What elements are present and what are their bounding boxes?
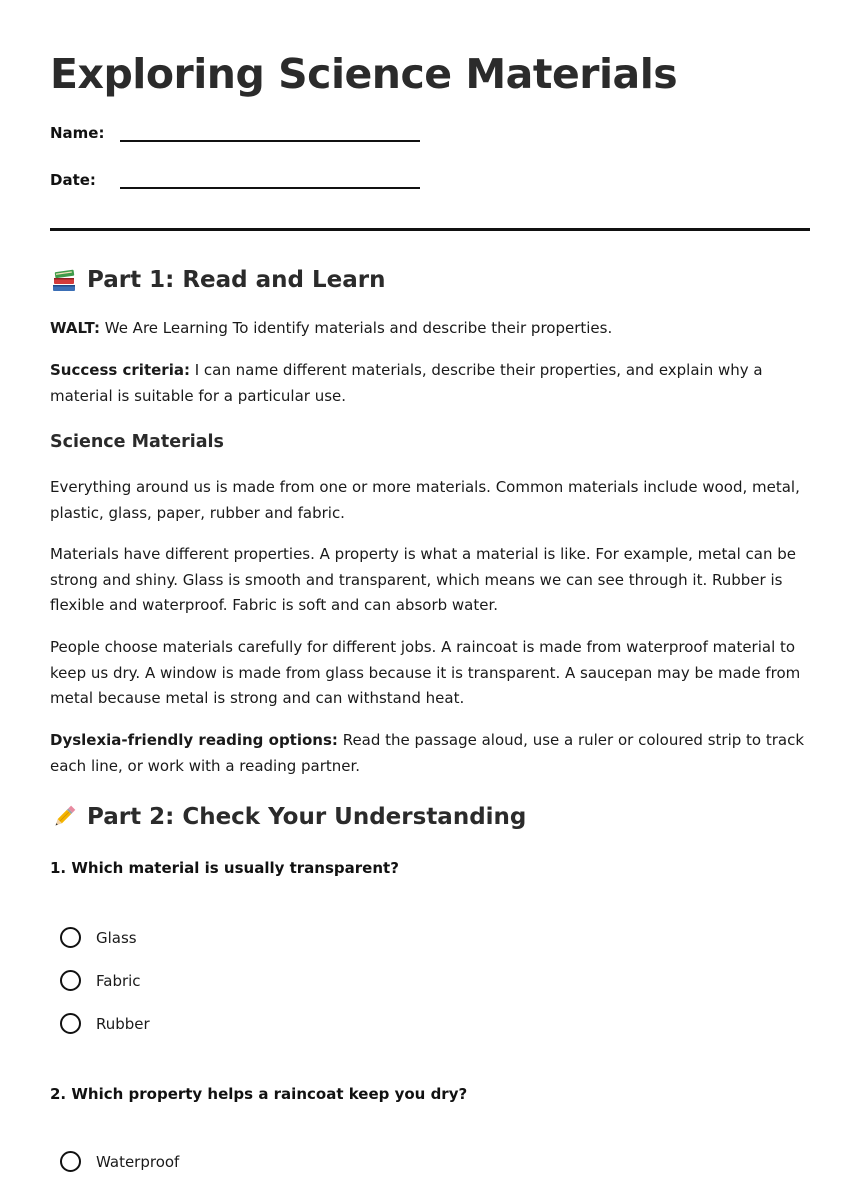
option-fabric[interactable] [50,959,810,1002]
option-waterproof[interactable] [50,1140,810,1183]
date-label: Date: [50,171,96,189]
walt-label: WALT: [50,319,100,337]
success-label: Success criteria: [50,361,190,379]
radio-button[interactable] [60,1151,81,1172]
name-field [50,122,420,142]
subheading-block [50,432,810,452]
dyslexia-block [50,728,810,779]
radio-button[interactable] [60,927,81,948]
option-label: Glass [96,928,137,947]
part1-heading [50,266,810,294]
walt-text [50,316,810,342]
question-2-text: 2. Which property helps a raincoat keep you dry? [50,1085,468,1103]
question-2-block [50,1085,810,1103]
paragraph-1-block [50,475,810,526]
paragraph: People choose materials carefully for different jobs. A raincoat is made from waterproof material to keep us dry. A window is made from glass because it is transparent. A saucepan may be made from metal because metal is strong and can withstand heat. [50,638,801,707]
dyslexia-label: Dyslexia-friendly reading options: [50,731,338,749]
header-divider [50,228,810,231]
page-title: Exploring Science Materials [50,50,678,98]
dyslexia-text [50,728,810,779]
question-2-options [50,1140,810,1183]
paragraph: Materials have different properties. A property is what a material is like. For example, metal can be strong and shiny. Glass is smooth and transparent, which means we can see through it. Rubber is flexible and waterproof. Fabric is soft and can absorb water. [50,545,796,614]
radio-button[interactable] [60,1013,81,1034]
option-label: Rubber [96,1014,150,1033]
radio-button[interactable] [60,970,81,991]
part1-heading-row [50,266,810,294]
success-body: I can name different materials, describe their properties, and explain why a material is suitable for a particular use. [50,361,763,405]
paragraph-2-block [50,542,810,619]
part2-heading-text: Part 2: Check Your Understanding [87,804,527,830]
part2-heading-row [50,803,810,831]
walt-body: We Are Learning To identify materials and describe their properties. [99,319,613,337]
option-label: Fabric [96,971,141,990]
option-rubber[interactable] [50,1002,810,1045]
success-text [50,358,810,409]
question-1-block [50,859,810,877]
part2-heading [50,803,810,831]
option-label: Waterproof [96,1152,180,1171]
dyslexia-body: Read the passage aloud, use a ruler or coloured strip to track each line, or work with a reading partner. [50,731,805,775]
option-glass[interactable] [50,916,810,959]
date-line[interactable] [120,169,420,189]
date-field [50,169,420,189]
science-materials-subheading: Science Materials [50,432,224,452]
success-block [50,358,810,409]
paragraph-3-block [50,635,810,712]
pencil-icon [50,803,78,831]
part1-heading-text: Part 1: Read and Learn [87,267,386,293]
name-line[interactable] [120,122,420,142]
paragraph: Everything around us is made from one or more materials. Common materials include wood, metal, plastic, glass, paper, rubber and fabric. [50,478,800,522]
books-icon [50,266,78,294]
name-label: Name: [50,124,105,142]
question-1-options [50,916,810,1045]
question-1-text: 1. Which material is usually transparent? [50,859,399,877]
walt-block [50,316,810,342]
